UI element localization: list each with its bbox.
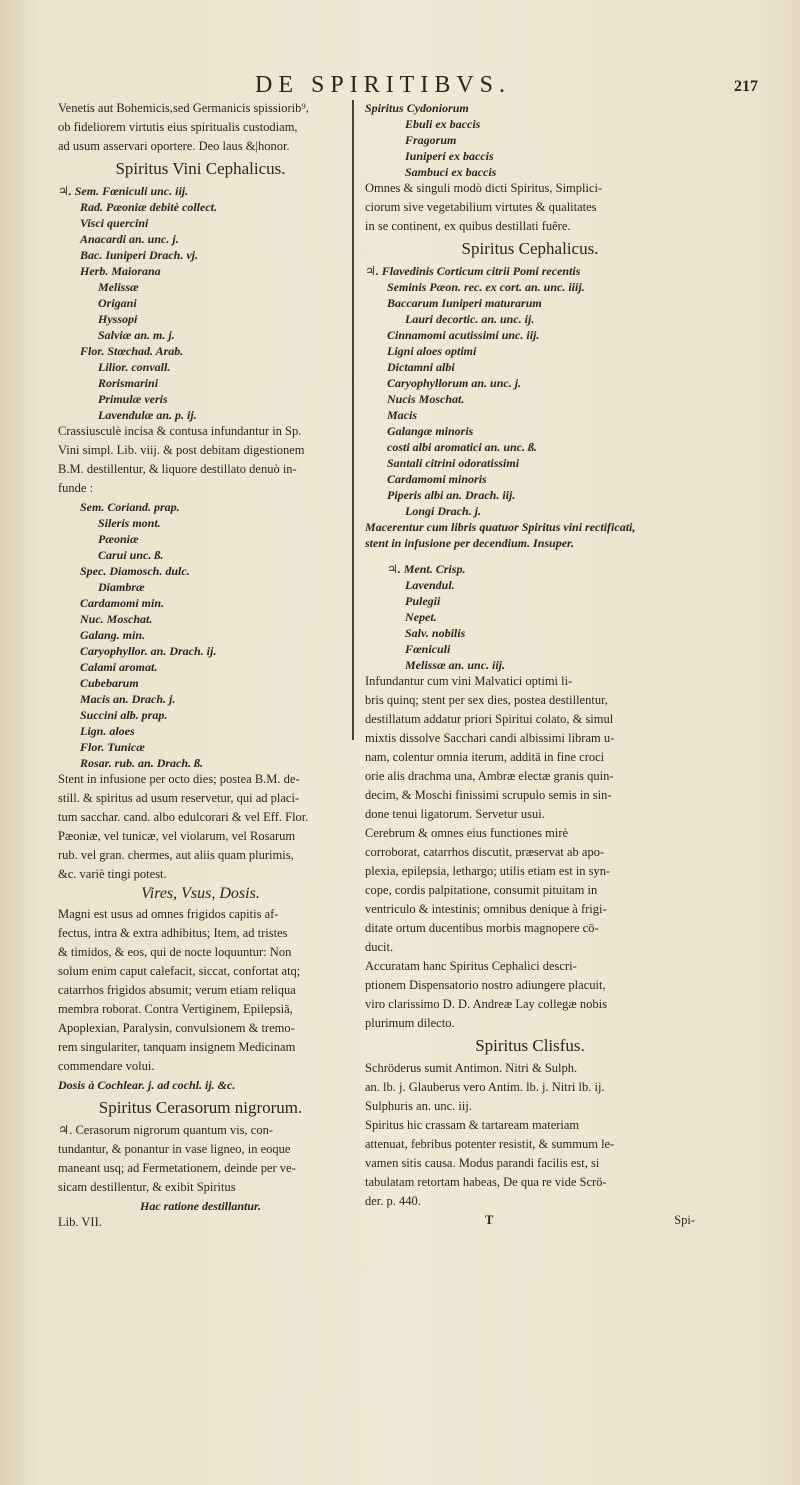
recipe-line: Herb. Maiorana <box>80 264 161 278</box>
text-line: ad usum asservari oportere. Deo laus &|honor. <box>58 139 290 153</box>
recipe-line: Santali citrini odoratissimi <box>387 456 520 470</box>
text-line: decim, & Moschi finissimi scrupulo semis in sin- <box>365 788 612 802</box>
recipe-line: Lilior. convall. <box>98 360 171 374</box>
recipe-line: Iuniperi ex baccis <box>405 149 494 163</box>
recipe-line: Longi Drach. j. <box>405 504 482 518</box>
recipe-list <box>365 561 695 673</box>
recipe-line: Carui unc. ß. <box>98 548 164 562</box>
paragraph <box>365 1117 695 1209</box>
recipe-line: Piperis albi an. Drach. iij. <box>387 488 516 502</box>
text-line: Hac ratione destillantur. <box>139 1199 262 1213</box>
recipe-line: Rorismarini <box>98 376 159 390</box>
text-line: Infundantur cum vini Malvatici optimi li- <box>365 674 573 688</box>
text-line: Sulphuris an. unc. iij. <box>365 1099 472 1113</box>
text-line: done tenui ligatorum. Servetur usui. <box>365 807 545 821</box>
recipe-list <box>58 499 343 771</box>
text-line: tundantur, & ponantur in vase ligneo, in eoque <box>58 1142 291 1156</box>
recipe-line: Cardamomi min. <box>80 596 165 610</box>
text-line: attenuat, febribus potenter resistit, & summum le- <box>365 1137 615 1151</box>
recipe-list <box>58 183 343 423</box>
recipe-line: Baccarum Iuniperi maturarum <box>387 296 542 310</box>
intro-paragraph <box>58 100 343 154</box>
recipe-line: Sileris mont. <box>98 516 161 530</box>
recipe-line: Melissæ <box>98 280 139 294</box>
text-line: solum enim caput calefacit, siccat, confortat atq; <box>58 964 301 978</box>
text-line: Apoplexian, Paralysin, convulsionem & tremo- <box>58 1021 295 1035</box>
text-line: an. lb. j. Glauberus vero Antim. lb. j. Nitri lb. ij. <box>365 1080 605 1094</box>
recipe-line: Pæoniæ <box>98 532 139 546</box>
text-line: mixtis dissolve Sacchari candi albissimi libram u- <box>365 731 615 745</box>
text-line: Pæoniæ, vel tunicæ, vel violarum, vel Rosarum <box>58 829 296 843</box>
recipe-line: Succini alb. prap. <box>80 708 168 722</box>
paragraph <box>58 771 343 882</box>
text-line: plurimum dilecto. <box>365 1016 455 1030</box>
recipe-line: ♃. Flavedinis Corticum citrii Pomi recentis <box>365 264 581 278</box>
text-line: still. & spiritus ad usum reservetur, qui ad placi- <box>58 791 300 805</box>
text-line: tum sacchar. cand. albo edulcorari & vel Eff. Flor. <box>58 810 309 824</box>
recipe-line: Sambuci ex baccis <box>405 165 497 179</box>
catchword: Spi- <box>674 1213 695 1227</box>
text-line: Macerentur cum libris quatuor Spiritus vini rectificati, <box>365 520 636 534</box>
text-line: Stent in infusione per octo dies; postea B.M. de- <box>58 772 300 786</box>
paragraph <box>58 423 343 496</box>
text-line: ciorum sive vegetabilium virtutes & qualitates <box>365 200 597 214</box>
recipe-line: Flor. Tunicæ <box>80 740 145 754</box>
page-header <box>0 72 800 102</box>
text-line: der. p. 440. <box>365 1194 421 1208</box>
section-heading: Spiritus Clisfus. <box>475 1036 585 1055</box>
paragraph <box>365 519 695 551</box>
recipe-line: Macis <box>387 408 417 422</box>
text-line: membra roborat. Contra Vertiginem, Epilepsiā, <box>58 1002 293 1016</box>
recipe-line: Nuc. Moschat. <box>80 612 153 626</box>
recipe-line: Bac. Iuniperi Drach. vj. <box>80 248 199 262</box>
recipe-line: Hyssopi <box>98 312 138 326</box>
catch-row <box>365 1212 695 1228</box>
recipe-line: Rosar. rub. an. Drach. ß. <box>80 756 204 770</box>
recipe-line: Lign. aloes <box>80 724 135 738</box>
paragraph <box>58 1122 343 1214</box>
footer-signature: Lib. VII. <box>58 1215 102 1229</box>
text-line: Magni est usus ad omnes frigidos capitis af- <box>58 907 279 921</box>
text-line: Spiritus hic crassam & tartaream materiam <box>365 1118 580 1132</box>
recipe-line: ♃. Ment. Crisp. <box>387 562 466 576</box>
recipe-line: Seminis Pæon. rec. ex cort. an. unc. iiij. <box>387 280 585 294</box>
recipe-line: Cubebarum <box>80 676 139 690</box>
recipe-line: costi albi aromatici an. unc. ß. <box>387 440 538 454</box>
text-line: Cerebrum & omnes eius functiones mirè <box>365 826 569 840</box>
recipe-line: Rad. Pæoniæ debitè collect. <box>80 200 217 214</box>
text-line: ptionem Dispensatorio nostro adiungere placuit, <box>365 978 606 992</box>
text-line: tabulatam retortam habeas, De qua re vide Scrö- <box>365 1175 607 1189</box>
recipe-line: Origani <box>98 296 137 310</box>
recipe-line: Cinnamomi acutissimi unc. iij. <box>387 328 540 342</box>
running-title: DE SPIRITIBVS. <box>255 72 512 98</box>
recipe-line: Fœniculi <box>405 642 451 656</box>
recipe-line: Flor. Stœchad. Arab. <box>80 344 184 358</box>
text-line: ♃. Cerasorum nigrorum quantum vis, con- <box>58 1123 273 1137</box>
text-line: in se continent, ex quibus destillati fuêre. <box>365 219 571 233</box>
text-line: sicam destillentur, & exibit Spiritus <box>58 1180 236 1194</box>
recipe-line: Spiritus Cydoniorum <box>365 101 469 115</box>
text-line: & timidos, & eos, qui de nocte loquuntur: Non <box>58 945 292 959</box>
recipe-line: Sem. Coriand. prap. <box>80 500 180 514</box>
recipe-line: Primulæ veris <box>98 392 168 406</box>
text-line: ventriculo & intestinis; omnibus denique à frigi- <box>365 902 607 916</box>
text-line: Schröderus sumit Antimon. Nitri & Sulph. <box>365 1061 578 1075</box>
text-line: corroborat, catarrhos discutit, præservat ab apo- <box>365 845 605 859</box>
text-line: cope, cordis palpitatione, consumit pituitam in <box>365 883 598 897</box>
paragraph <box>58 906 343 1074</box>
text-line: catarrhos frigidos absumit; verum etiam reliqua <box>58 983 296 997</box>
text-line: viro clarissimo D. D. Andreæ Lay collegæ nobis <box>365 997 607 1011</box>
text-line: Venetis aut Bohemicis,sed Germanicis spissiorib⁹, <box>58 101 309 115</box>
text-line: stent in infusione per decendium. Insuper. <box>365 536 575 550</box>
recipe-line: Ebuli ex baccis <box>405 117 481 131</box>
text-line: orie alis drachma una, Ambræ electæ granis quin- <box>365 769 614 783</box>
text-line: commendare volui. <box>58 1059 155 1073</box>
recipe-line: Caryophyllorum an. unc. j. <box>387 376 522 390</box>
text-line: ducit. <box>365 940 394 954</box>
text-line: ditate ortum ducentibus morbis magnopere cō- <box>365 921 599 935</box>
left-column <box>58 100 343 1233</box>
recipe-line: Nucis Moschat. <box>387 392 465 406</box>
text-line: fectus, intra & extra adhibitus; Item, ad tristes <box>58 926 288 940</box>
text-line: Omnes & singuli modò dicti Spiritus, Simplici- <box>365 181 603 195</box>
recipe-line: Calami aromat. <box>80 660 158 674</box>
recipe-line: Ligni aloes optimi <box>387 344 477 358</box>
recipe-line: Nepet. <box>405 610 437 624</box>
text-line: plexia, epilepsia, lethargo; utilis etiam est in syn- <box>365 864 611 878</box>
text-line: rub. vel gran. chermes, aut aliis quam plurimis, <box>58 848 294 862</box>
text-line: rem singulariter, tanquam insignem Medicinam <box>58 1040 296 1054</box>
text-line: &c. variè tingi potest. <box>58 867 167 881</box>
recipe-line: Galangæ minoris <box>387 424 474 438</box>
recipe-list <box>365 100 695 180</box>
text-line: vamen sitis causa. Modus parandi facilis est, si <box>365 1156 600 1170</box>
recipe-line: Salv. nobilis <box>405 626 466 640</box>
column-divider <box>352 100 354 740</box>
paragraph <box>365 825 695 955</box>
recipe-line: Galang. min. <box>80 628 146 642</box>
right-column <box>365 100 695 1228</box>
paragraph <box>365 673 695 822</box>
text-line: bris quinq; stent per sex dies, postea destillentur, <box>365 693 608 707</box>
page-number: 217 <box>734 78 758 95</box>
recipe-line: Visci quercini <box>80 216 149 230</box>
recipe-line: Diambræ <box>98 580 145 594</box>
recipe-line: Spec. Diamosch. dulc. <box>80 564 190 578</box>
section-heading: Spiritus Cephalicus. <box>461 239 599 258</box>
recipe-line: Caryophyllor. an. Drach. ij. <box>80 644 217 658</box>
section-heading: Spiritus Cerasorum nigrorum. <box>98 1098 303 1117</box>
recipe-line: Anacardi an. unc. j. <box>80 232 179 246</box>
paragraph <box>365 958 695 1031</box>
recipe-line: ♃. Sem. Fœniculi unc. iij. <box>58 184 189 198</box>
recipe-line: Pulegii <box>405 594 441 608</box>
text-line: Crassiusculè incisa & contusa infundantur in Sp. <box>58 424 302 438</box>
text-line: Vini simpl. Lib. viij. & post debitam digestionem <box>58 443 305 457</box>
paragraph <box>365 1060 695 1114</box>
text-line: B.M. destillentur, & liquore destillato denuò in- <box>58 462 297 476</box>
paragraph <box>365 180 695 234</box>
recipe-line: Dictamni albi <box>387 360 455 374</box>
text-line: funde : <box>58 481 94 495</box>
section-subheading: Vires, Vsus, Dosis. <box>141 885 260 902</box>
text-line: maneant usq; ad Fermetationem, deinde per ve- <box>58 1161 296 1175</box>
recipe-line: Melissæ an. unc. iij. <box>405 658 506 672</box>
text-line: Accuratam hanc Spiritus Cephalici descri- <box>365 959 577 973</box>
signature-mark: T <box>485 1213 494 1227</box>
text-line: destillatum addatur priori Spiritui colato, & simul <box>365 712 614 726</box>
section-heading: Spiritus Vini Cephalicus. <box>115 159 286 178</box>
text-line: nam, colentur omnia iterum, additā in fine croci <box>365 750 605 764</box>
recipe-list <box>365 263 695 519</box>
recipe-line: Fragorum <box>405 133 457 147</box>
recipe-line: Lavendulæ an. p. ij. <box>98 408 197 422</box>
recipe-line: Salviæ an. m. j. <box>98 328 175 342</box>
recipe-line: Cardamomi minoris <box>387 472 487 486</box>
dose-line: Dosis à Cochlear. j. ad cochl. ij. &c. <box>58 1078 236 1092</box>
recipe-line: Macis an. Drach. j. <box>80 692 176 706</box>
text-line: ob fideliorem virtutis eius spiritualis custodiam, <box>58 120 298 134</box>
recipe-line: Lavendul. <box>405 578 455 592</box>
recipe-line: Lauri decortic. an. unc. ij. <box>405 312 535 326</box>
